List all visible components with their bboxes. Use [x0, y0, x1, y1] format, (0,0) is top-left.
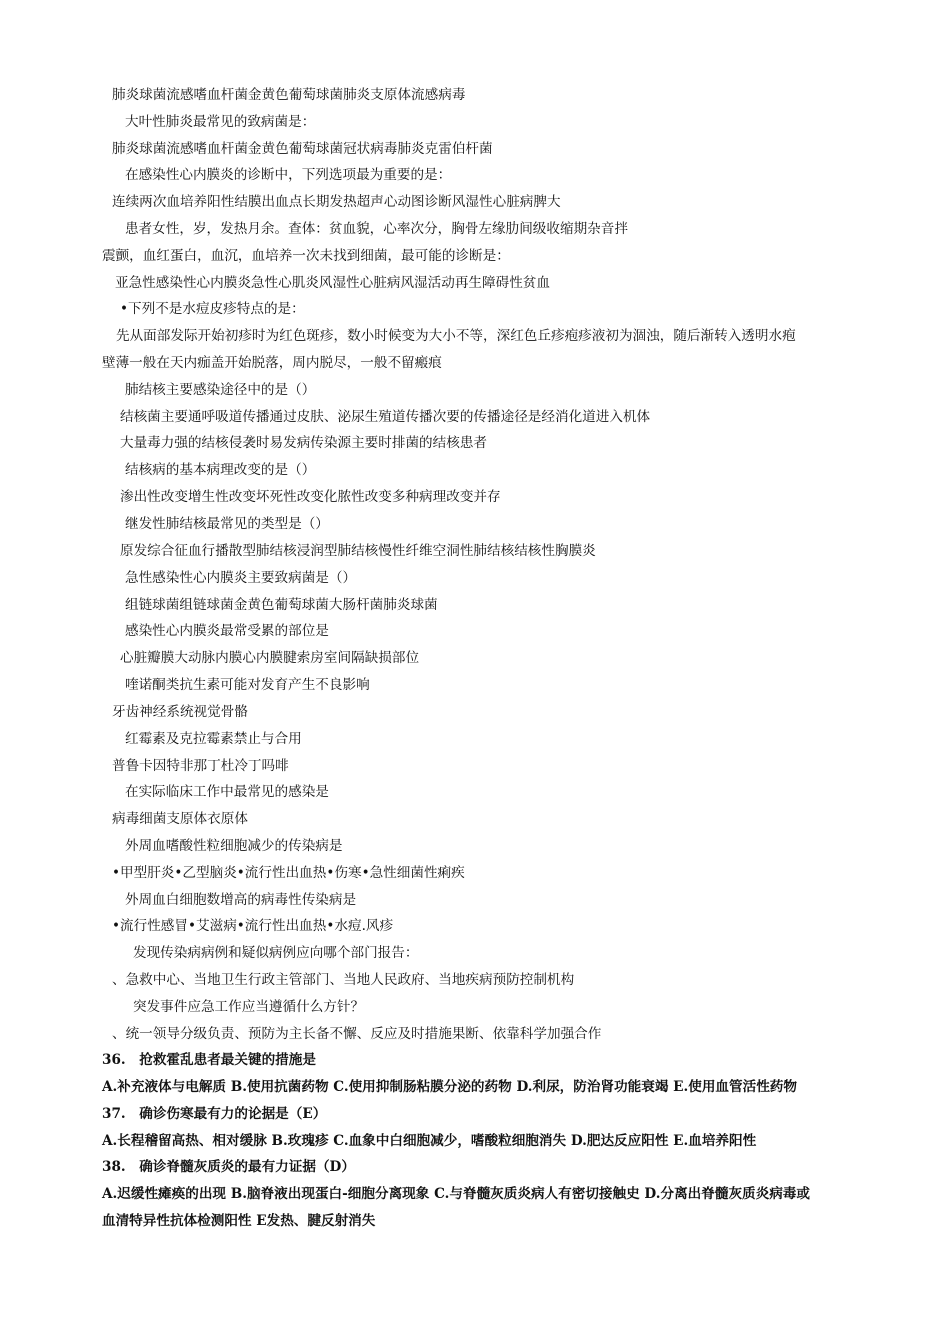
text-line: 患者女性，岁，发热月余。查体：贫血貌，心率次分，胸骨左缘肋间级收缩期杂音拌	[125, 221, 628, 237]
text-line: 渗出性改变增生性改变坏死性改变化脓性改变多种病理改变并存	[120, 489, 501, 505]
text-line: 外周血白细胞数增高的病毒性传染病是	[125, 892, 357, 908]
text-line: 大叶性肺炎最常见的致病菌是：	[125, 114, 316, 130]
text-line: 结核菌主要通呼吸道传播通过皮肤、泌尿生殖道传播次要的传播途径是经消化道进入机体	[120, 409, 651, 425]
answer-options: A.长程稽留高热、相对缓脉 B.玫瑰疹 C.血象中白细胞减少，嗜酸粒细胞消失 D.肥达反应阳性 E.血培养阳性	[102, 1133, 757, 1149]
text-line: 喹诺酮类抗生素可能对发育产生不良影响	[125, 677, 370, 693]
text-line: 肺炎球菌流感嗜血杆菌金黄色葡萄球菌冠状病毒肺炎克雷伯杆菌	[112, 141, 493, 157]
text-line: 普鲁卡因特非那丁杜冷丁吗啡	[112, 758, 289, 774]
answer-options: A.补充液体与电解质 B.使用抗菌药物 C.使用抑制肠粘膜分泌的药物 D.利尿，防治肾功能衰竭 E.使用血管活性药物	[102, 1079, 797, 1095]
text-line: 在实际临床工作中最常见的感染是	[125, 784, 329, 800]
text-line: 感染性心内膜炎最常受累的部位是	[125, 623, 329, 639]
text-line: 牙齿神经系统视觉骨骼	[112, 704, 248, 720]
answer-options: 血清特异性抗体检测阳性 E发热、腱反射消失	[102, 1213, 376, 1229]
text-line: 突发事件应急工作应当遵循什么方针？	[133, 999, 365, 1015]
text-line: 病毒细菌支原体衣原体	[112, 811, 248, 827]
text-line: 继发性肺结核最常见的类型是（）	[125, 516, 329, 532]
text-line: 壁薄一般在天内痂盖开始脱落，周内脱尽，一般不留瘢痕	[102, 355, 442, 371]
text-line: 肺炎球菌流感嗜血杆菌金黄色葡萄球菌肺炎支原体流感病毒	[112, 87, 466, 103]
text-line: 结核病的基本病理改变的是（）	[125, 462, 316, 478]
text-line: 连续两次血培养阳性结膜出血点长期发热超声心动图诊断风湿性心脏病脾大	[112, 194, 561, 210]
text-line: 外周血嗜酸性粒细胞减少的传染病是	[125, 838, 343, 854]
text-line: 、急救中心、当地卫生行政主管部门、当地人民政府、当地疾病预防控制机构	[112, 972, 575, 988]
text-line: 原发综合征血行播散型肺结核浸润型肺结核慢性纤维空洞性肺结核结核性胸膜炎	[120, 543, 596, 559]
text-line: 亚急性感染性心内膜炎急性心肌炎风湿性心脏病风湿活动再生障碍性贫血	[115, 275, 550, 291]
text-line: •流行性感冒•艾滋病•流行性出血热•水痘.风疹	[112, 918, 394, 934]
text-line: 震颤，血红蛋白，血沉，血培养一次未找到细菌，最可能的诊断是：	[102, 248, 510, 264]
text-line: 、统一领导分级负责、预防为主长备不懈、反应及时措施果断、依靠科学加强合作	[112, 1026, 602, 1042]
text-line: 急性感染性心内膜炎主要致病菌是（）	[125, 570, 357, 586]
text-line: 肺结核主要感染途径中的是（）	[125, 382, 316, 398]
text-line: 大量毒力强的结核侵袭时易发病传染源主要时排菌的结核患者	[120, 435, 488, 451]
question-heading: 38. 确诊脊髓灰质炎的最有力证据（D）	[102, 1159, 355, 1175]
text-line: 心脏瓣膜大动脉内膜心内膜腱索房室间隔缺损部位	[120, 650, 420, 666]
text-line: 红霉素及克拉霉素禁止与合用	[125, 731, 302, 747]
text-line: 先从面部发际开始初疹时为红色斑疹，数小时候变为大小不等，深红色丘疹疱疹液初为涸浊，随后渐转入透明水疱	[116, 328, 796, 344]
text-line: 组链球菌组链球菌金黄色葡萄球菌大肠杆菌肺炎球菌	[125, 597, 438, 613]
question-heading: 37. 确诊伤寒最有力的论据是（E）	[102, 1106, 327, 1122]
text-line: 发现传染病病例和疑似病例应向哪个部门报告：	[133, 945, 419, 961]
answer-options: A.迟缓性瘫痪的出现 B.脑脊液出现蛋白-细胞分离现象 C.与脊髓灰质炎病人有密切接触史 D.分离出脊髓灰质炎病毒或	[102, 1186, 810, 1202]
text-line: •下列不是水痘皮疹特点的是：	[120, 301, 305, 317]
text-line: •甲型肝炎•乙型脑炎•流行性出血热•伤寒•急性细菌性痢疾	[112, 865, 465, 881]
question-heading: 36. 抢救霍乱患者最关键的措施是	[102, 1052, 316, 1068]
text-line: 在感染性心内膜炎的诊断中，下列选项最为重要的是：	[125, 167, 452, 183]
